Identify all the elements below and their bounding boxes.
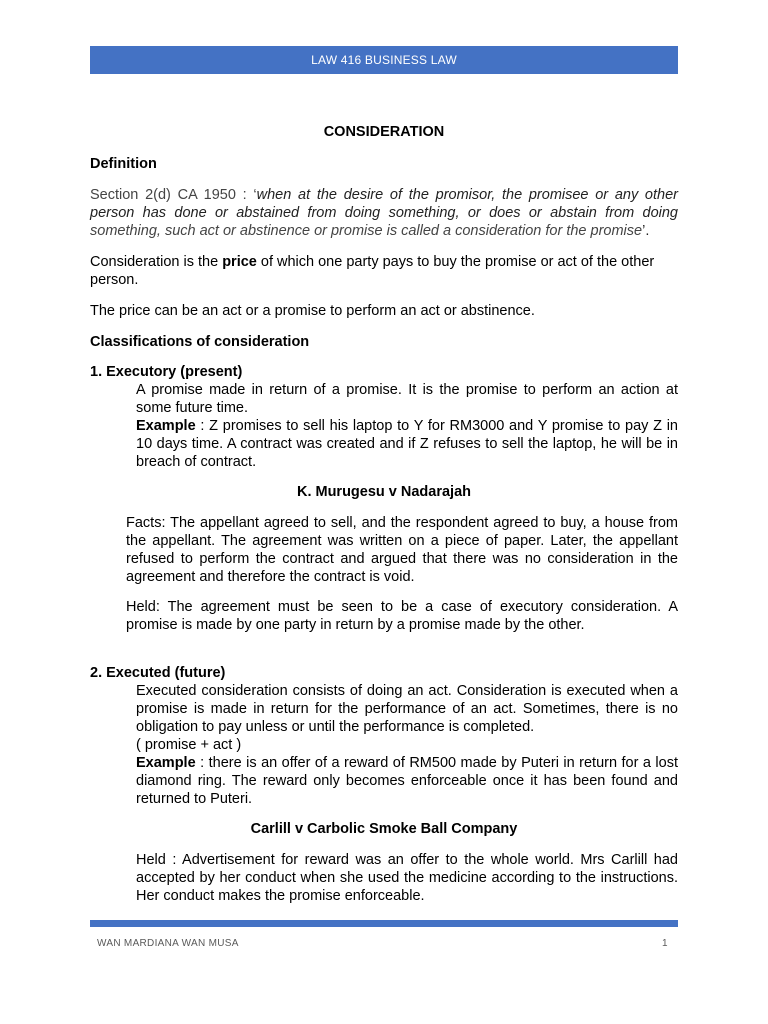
header-band [90, 46, 678, 74]
executory-example-label: Example [136, 418, 196, 434]
header-title: LAW 416 BUSINESS LAW [311, 53, 457, 67]
document-title: CONSIDERATION [323, 124, 445, 140]
footer-author: WAN MARDIANA WAN MUSA [97, 938, 239, 949]
executed-body [136, 682, 678, 808]
case1-facts: Facts: The appellant agreed to sell, and the respondent agreed to buy, a house from the appellant. The agreement was written on a piece of paper. Later, the appellant refused to perform the contract and argued that there was no consideration in the agreement and therefore the contract is void. [126, 515, 678, 585]
case1-held: Held: The agreement must be seen to be a case of executory consideration. A promise is made by one party in return by a promise made by the other. [126, 599, 678, 633]
executory-body [136, 381, 678, 471]
definition-text [90, 186, 678, 240]
case1-title: K. Murugesu v Nadarajah [296, 484, 472, 500]
executory-example [136, 417, 678, 471]
executed-heading: 2. Executed (future) [90, 665, 226, 681]
case2-held: Held : Advertisement for reward was an offer to the whole world. Mrs Carlill had accepted by her conduct when she used the medicine according to the instructions. Her conduct makes the promise enforceable. [136, 852, 678, 904]
footer-page-number: 1 [662, 938, 668, 949]
definition-quote-part1: when at the desire of the promisor, the promisee or any other person has done or abstained from doing something, or does or abstain from doing [90, 187, 678, 221]
section-reference: Section 2(d) CA 1950 : ‘ [90, 187, 257, 203]
executory-desc: A promise made in return of a promise. It is the promise to perform an action at some future time. [136, 382, 678, 416]
definition-quote-end: ’. [642, 223, 650, 239]
price-pre: Consideration is the [90, 254, 223, 270]
price-act-paragraph: The price can be an act or a promise to perform an act or abstinence. [90, 303, 535, 319]
executory-heading: 1. Executory (present) [90, 364, 243, 380]
price-bold: price [222, 254, 257, 270]
price-post: of which one party pays to buy the promise or act of the other person. [90, 254, 655, 288]
executed-example [136, 754, 678, 808]
executed-formula: ( promise + act ) [136, 737, 242, 753]
executed-desc: Executed consideration consists of doing an act. Consideration is executed when a promise is made in return for the performance of an act. Sometimes, there is no obligation to pay unless or until the performance is completed. [136, 683, 678, 735]
executed-example-label: Example [136, 755, 196, 771]
executory-example-text: : Z promises to sell his laptop to Y for RM3000 and Y promise to pay Z in 10 days time. A contract was created and if Z refuses to sell the laptop, he will be in breach of contract. [136, 418, 678, 470]
footer-divider [90, 920, 678, 927]
price-paragraph [90, 253, 678, 289]
classifications-heading: Classifications of consideration [90, 334, 310, 350]
executed-example-text: : there is an offer of a reward of RM500 made by Puteri in return for a lost diamond ring. The reward only becomes enforceable once it has been found and returned to Puteri. [136, 755, 678, 807]
case2-title: Carlill v Carbolic Smoke Ball Company [250, 821, 518, 837]
definition-heading: Definition [90, 156, 157, 172]
definition-quote-part2: something, such act or abstinence or promise is called a consideration for the promise [90, 223, 643, 239]
